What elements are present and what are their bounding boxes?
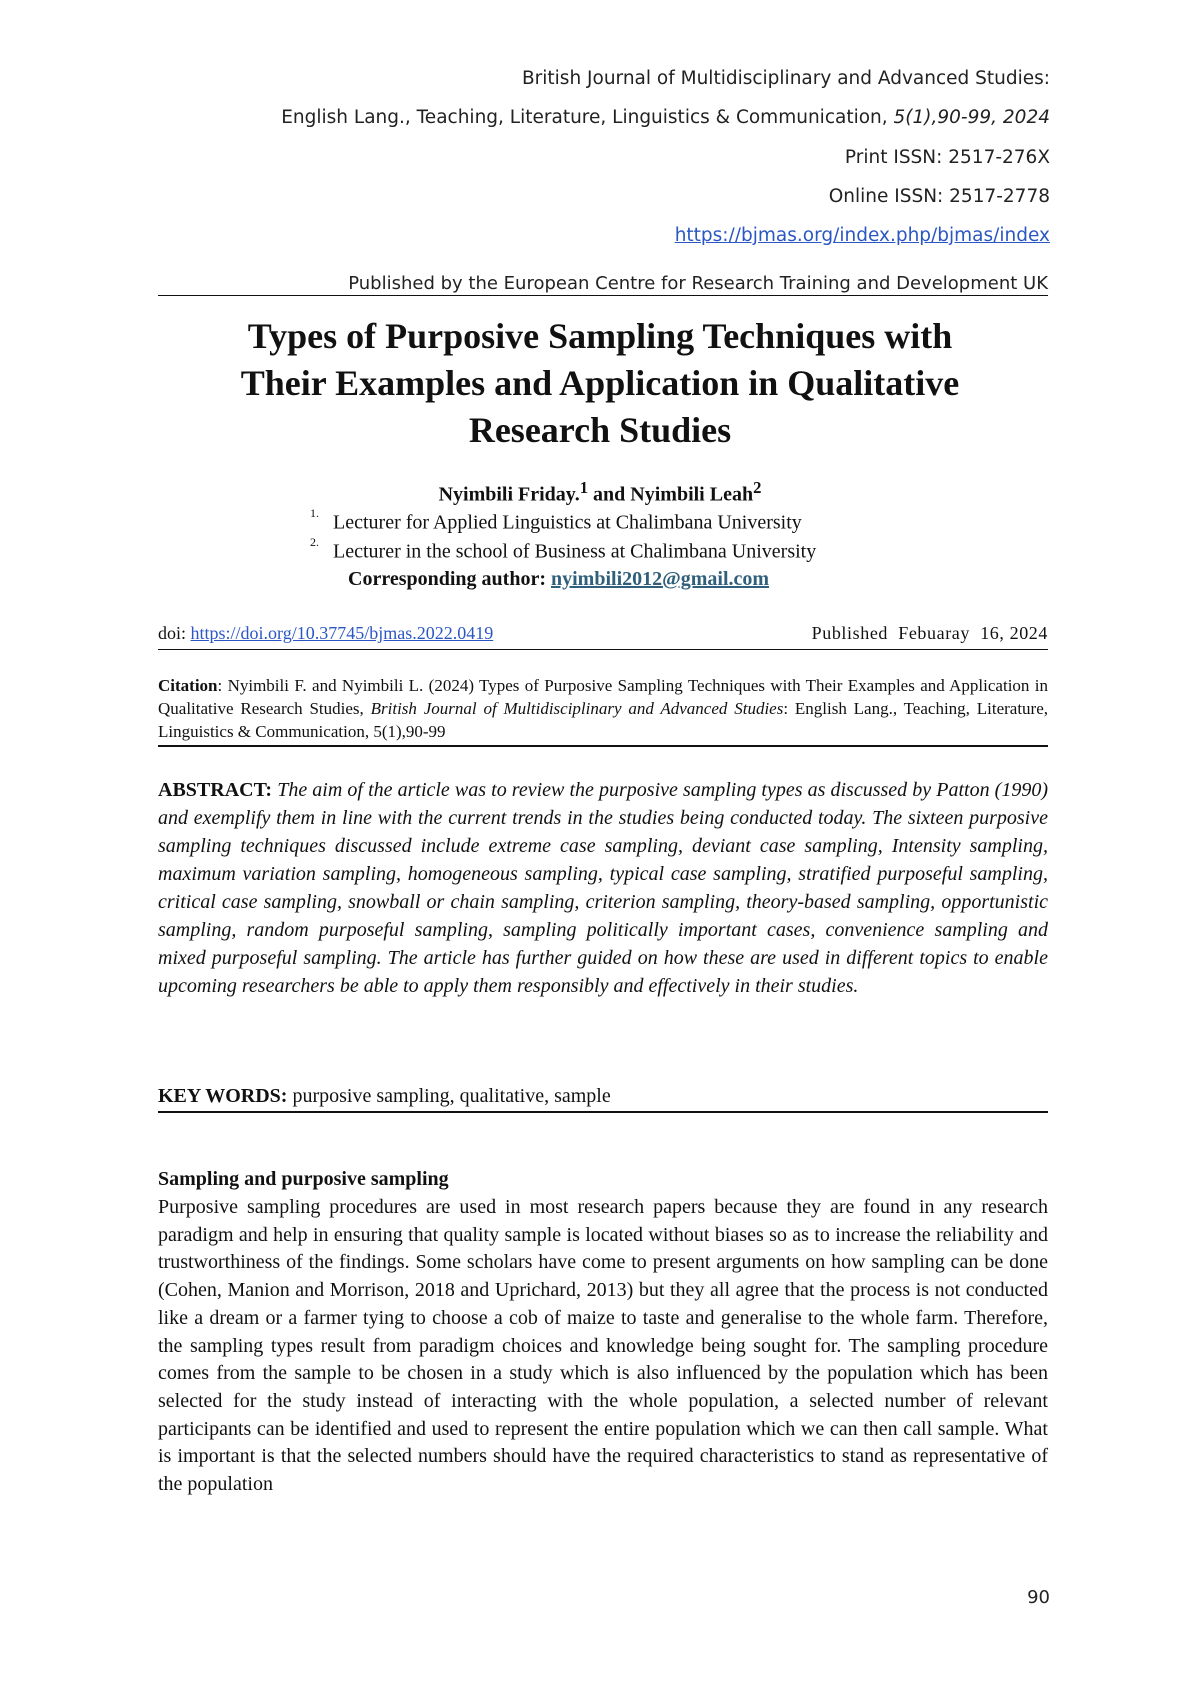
- doi-row: [158, 623, 1048, 650]
- section-heading: Sampling and purposive sampling: [158, 1168, 449, 1190]
- journal-series-text: English Lang., Teaching, Literature, Linguistics & Communication,: [281, 107, 894, 128]
- citation-label: Citation: [158, 676, 218, 695]
- corresponding-author: [348, 568, 769, 591]
- publisher-text: Published by the European Centre for Research Training and Development UK: [348, 273, 1048, 294]
- affiliation-2: [310, 535, 817, 564]
- title-line: Types of Purposive Sampling Techniques with: [247, 316, 953, 356]
- author-1: Nyimbili Friday.: [438, 483, 580, 506]
- doi-label: doi:: [158, 623, 191, 643]
- abstract-text: The aim of the article was to review the purposive sampling types as discussed by Patton (1990) and exemplify them in line with the current trends in the studies being conducted today. The sixteen purposive sampling techniques discussed include extreme case sampling, deviant case sampling, Intensity sampling, maximum variation sampling, homogeneous sampling, typical case sampling, stratified purposeful sampling, critical case sampling, snowball or chain sampling, criterion sampling, theory-based sampling, opportunistic sampling, random purposeful sampling, sampling politically important cases, convenience sampling and mixed purposeful sampling. The article has further guided on how these are used in different topics to enable upcoming researchers be able to apply them responsibly and effectively in their studies.: [158, 779, 1048, 997]
- citation-text: : Nyimbili F. and Nyimbili L. (2024) Types of Purposive Sampling Techniques with Their Examples and Application in Qualitative Research Studies,: [158, 676, 1048, 718]
- publisher-line: [158, 273, 1048, 296]
- journal-url-link[interactable]: https://bjmas.org/index.php/bjmas/index: [674, 225, 1050, 246]
- abstract-label: ABSTRACT:: [158, 779, 273, 801]
- journal-name: British Journal of Multidisciplinary and Advanced Studies:: [521, 68, 1050, 89]
- keywords-block: [158, 1083, 1048, 1113]
- keywords-label: KEY WORDS:: [158, 1085, 288, 1107]
- print-issn: Print ISSN: 2517-276X: [844, 147, 1050, 168]
- affiliation-text: Lecturer for Applied Linguistics at Chalimbana University: [333, 511, 802, 534]
- author-connector: and: [588, 483, 631, 506]
- citation-journal: British Journal of Multidisciplinary and Advanced Studies: [370, 699, 784, 718]
- author-2-sup: 2: [753, 478, 762, 497]
- affiliation-number: 2.: [310, 535, 319, 549]
- journal-series: [281, 107, 1050, 128]
- paper-title: [150, 313, 1050, 454]
- affiliation-text: Lecturer in the school of Business at Chalimbana University: [333, 540, 817, 563]
- citation-text-end: : English Lang., Teaching, Literature, Linguistics & Communication, 5(1),90-99: [158, 699, 1049, 741]
- title-line: Research Studies: [468, 410, 732, 450]
- affiliation-number: 1.: [310, 506, 319, 520]
- author-2: Nyimbili Leah: [630, 483, 754, 506]
- affiliation-1: [310, 506, 802, 535]
- section-body: Purposive sampling procedures are used in most research papers because they are found in any research paradigm and help in ensuring that quality sample is located without biases so as to increase the reliability and trustworthiness of the findings. Some scholars have come to present arguments on how sampling can be done (Cohen, Manion and Morrison, 2018 and Uprichard, 2013) but they all agree that the process is not conducted like a dream or a farmer tying to choose a cob of maize to taste and generalise to the whole farm. Therefore, the sampling types result from paradigm choices and knowledge being sought for. The sampling procedure comes from the sample to be chosen in a study which is also influenced by the population which has been selected for the study instead of interacting with the whole population, a selected number of relevant participants can be identified and used to represent the entire population which we can then call sample. What is important is that the selected numbers should have the required characteristics to stand as representative of the population: [158, 1196, 1048, 1496]
- online-issn: Online ISSN: 2517-2778: [828, 186, 1050, 207]
- published-date: Published Febuaray 16, 2024: [811, 623, 1048, 643]
- abstract-block: [158, 776, 1048, 1000]
- corresponding-email-link[interactable]: nyimbili2012@gmail.com: [551, 568, 770, 590]
- journal-url: [675, 225, 1050, 246]
- doi-link[interactable]: https://doi.org/10.37745/bjmas.2022.0419: [190, 623, 494, 643]
- journal-volume: 5(1),90-99, 2024: [893, 107, 1050, 128]
- doi: [158, 623, 493, 644]
- author-1-sup: 1: [579, 478, 589, 497]
- citation-block: [158, 674, 1048, 747]
- keywords-text: purposive sampling, qualitative, sample: [287, 1085, 611, 1107]
- author-line: [150, 478, 1050, 507]
- page-number: 90: [1027, 1587, 1050, 1608]
- title-line: Their Examples and Application in Qualitative: [240, 363, 960, 403]
- corresponding-label: Corresponding author:: [348, 568, 546, 590]
